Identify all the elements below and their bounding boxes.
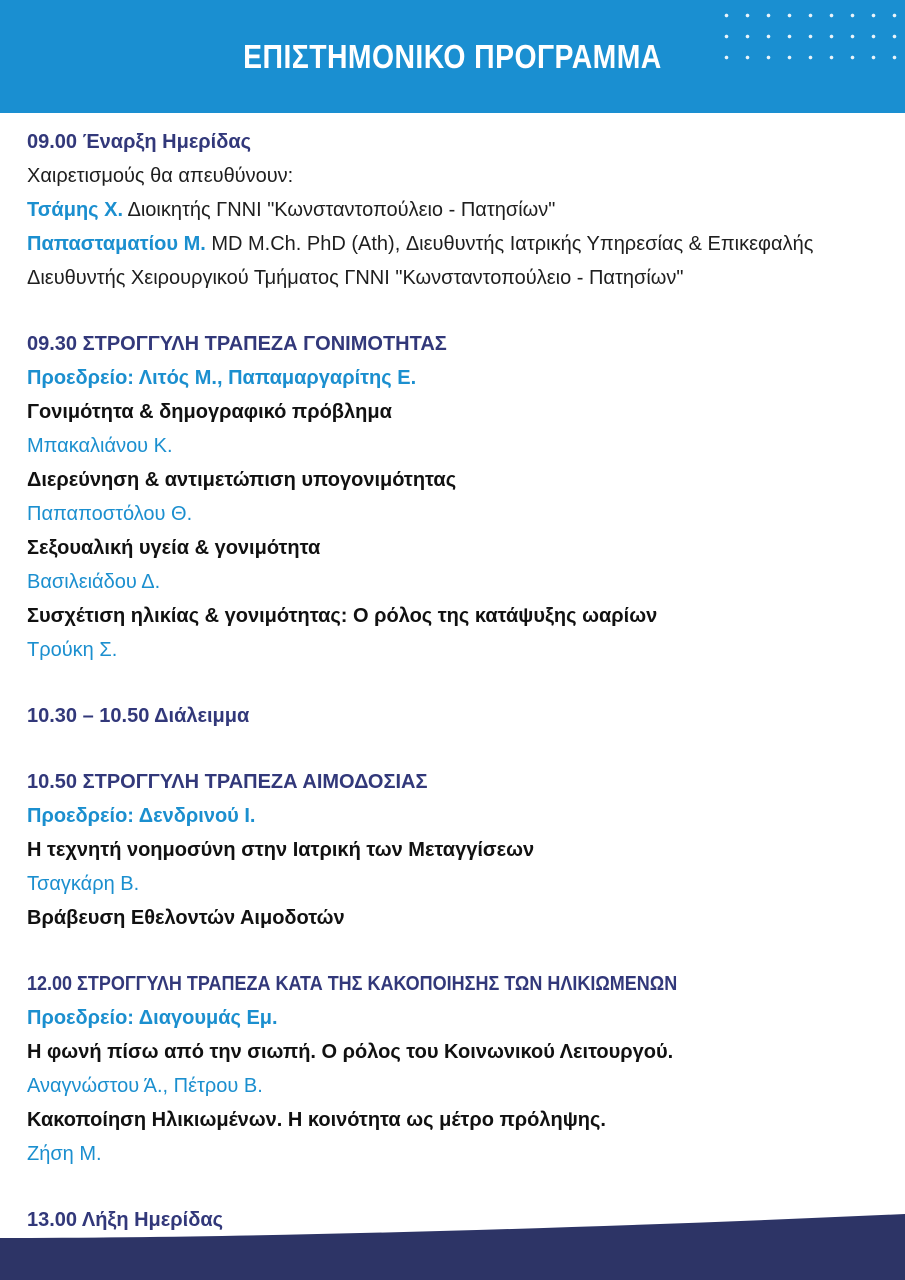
talk-speaker: Ζήση Μ. (27, 1143, 102, 1165)
opening-title: 09.00 Έναρξη Ημερίδας (27, 131, 252, 153)
talk-speaker: Τρούκη Σ. (27, 639, 118, 661)
footer-wave-decoration (0, 1212, 905, 1280)
talk-title: Σεξουαλική υγεία & γονιμότητα (27, 537, 321, 559)
greeting-1-name: Τσάμης Χ. (27, 199, 124, 221)
greeting-2-role-line2: Διευθυντής Χειρουργικού Τμήματος ΓΝΝΙ "Κωνσταντοπούλειο - Πατησίων" (27, 267, 684, 289)
talk-speaker: Αναγνώστου Ά., Πέτρου Β. (27, 1075, 263, 1097)
talk-title: Διερεύνηση & αντιμετώπιση υπογονιμότητας (27, 469, 457, 491)
greetings-intro: Χαιρετισμούς θα απευθύνουν: (27, 165, 294, 187)
header-banner (0, 0, 905, 113)
program-content (27, 125, 897, 1237)
talk-speaker: Βασιλειάδου Δ. (27, 571, 161, 593)
break-title: 10.30 – 10.50 Διάλειμμα (27, 705, 250, 727)
greeting-1 (27, 193, 897, 227)
session-2-title: 10.50 ΣΤΡΟΓΓΥΛΗ ΤΡΑΠΕΖΑ ΑΙΜΟΔΟΣΙΑΣ (27, 771, 428, 793)
session-3-chairs: Προεδρείο: Διαγουμάς Εμ. (27, 1007, 278, 1029)
greeting-2-role-line1: MD M.Ch. PhD (Ath), Διευθυντής Ιατρικής Υπηρεσίας & Επικεφαλής (211, 233, 814, 255)
greeting-1-role: Διοικητής ΓΝΝΙ "Κωνσταντοπούλειο - Πατησίων" (127, 199, 556, 221)
closing-title: 13.00 Λήξη Ημερίδας (27, 1209, 224, 1231)
session-3-title (27, 967, 897, 1001)
session-2-chairs: Προεδρείο: Δενδρινού Ι. (27, 805, 256, 827)
greeting-2-name: Παπασταματίου Μ. (27, 233, 206, 255)
greeting-2 (27, 227, 897, 261)
talk-speaker: Τσαγκάρη Β. (27, 873, 140, 895)
talk-title: Βράβευση Εθελοντών Αιμοδοτών (27, 907, 345, 929)
page-title: ΕΠΙΣΤΗΜΟΝΙΚΟ ΠΡΟΓΡΑΜΜΑ (243, 38, 662, 75)
talk-title: Η τεχνητή νοημοσύνη στην Ιατρική των Μεταγγίσεων (27, 839, 535, 861)
talk-title: Γονιμότητα & δημογραφικό πρόβλημα (27, 401, 392, 423)
session-1-chairs: Προεδρείο: Λιτός Μ., Παπαμαργαρίτης Ε. (27, 367, 417, 389)
talk-title: Συσχέτιση ηλικίας & γονιμότητας: Ο ρόλος της κατάψυξης ωαρίων (27, 605, 658, 627)
talk-speaker: Παπαποστόλου Θ. (27, 503, 193, 525)
session-1-title: 09.30 ΣΤΡΟΓΓΥΛΗ ΤΡΑΠΕΖΑ ΓΟΝΙΜΟΤΗΤΑΣ (27, 333, 447, 355)
session-3-title-text: 12.00 ΣΤΡΟΓΓΥΛΗ ΤΡΑΠΕΖΑ ΚΑΤΑ ΤΗΣ ΚΑΚΟΠΟΙΗΣΗΣ ΤΩΝ ΗΛΙΚΙΩΜΕΝΩΝ (27, 973, 678, 995)
talk-speaker: Μπακαλιάνου Κ. (27, 435, 173, 457)
talk-title: Η φωνή πίσω από την σιωπή. Ο ρόλος του Κοινωνικού Λειτουργού. (27, 1041, 674, 1063)
talk-title: Κακοποίηση Ηλικιωμένων. Η κοινότητα ως μέτρο πρόληψης. (27, 1109, 606, 1131)
